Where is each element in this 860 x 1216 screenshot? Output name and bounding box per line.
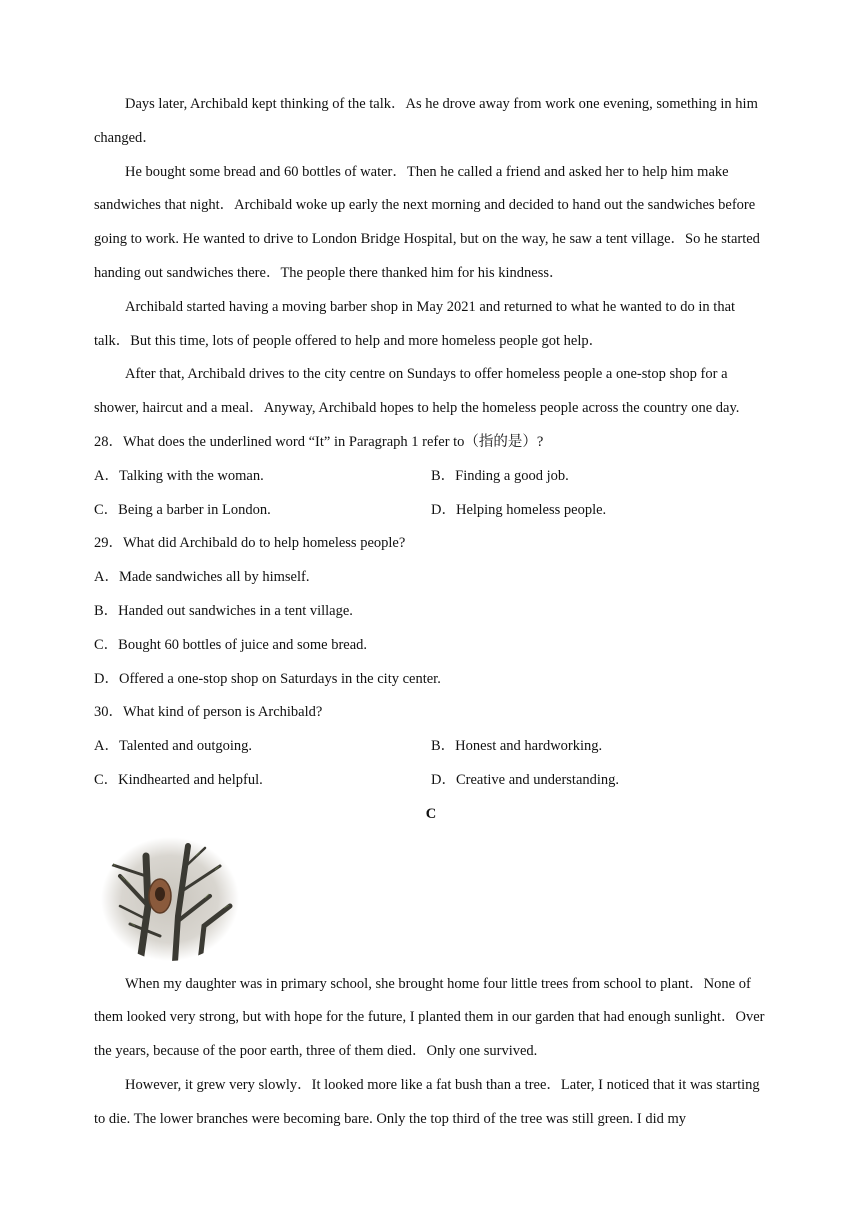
- question-30: [94, 696, 768, 797]
- option-b: B．Finding a good job.: [431, 467, 569, 484]
- option-row: [94, 764, 768, 798]
- option-a: A．Made sandwiches all by himself.: [94, 569, 310, 586]
- document-page: [94, 88, 768, 1137]
- option-c: C．Bought 60 bottles of juice and some bread.: [94, 636, 368, 653]
- question-stem: 30．What kind of person is Archibald?: [94, 704, 323, 721]
- passage-paragraph: When my daughter was in primary school, she brought home four little trees from school to plant．None of them looked very strong, but with hope for the future, I planted them in our garden that had enough sunlight．Over the years, because of the poor earth, three of them died．Only one survived.: [94, 975, 765, 1060]
- option-b: B．Handed out sandwiches in a tent village.: [94, 602, 353, 619]
- option-c: C．Being a barber in London.: [94, 501, 271, 518]
- question-stem: 29．What did Archibald do to help homeless people?: [94, 535, 406, 552]
- option-d: D．Helping homeless people.: [431, 501, 607, 518]
- tree-with-nest-photo: [100, 836, 240, 962]
- option-b: B．Honest and hardworking.: [431, 738, 603, 755]
- option-d: D．Creative and understanding.: [431, 771, 620, 788]
- passage-paragraph: However, it grew very slowly．It looked more like a fat bush than a tree．Later, I noticed that it was starting to die. The lower branches were becoming bare. Only the top third of the tree was still green. I did my: [94, 1076, 760, 1127]
- option-row: [94, 494, 768, 528]
- question-28: [94, 426, 768, 527]
- option-row: [94, 730, 768, 764]
- option-c: C．Kindhearted and helpful.: [94, 771, 263, 788]
- passage-paragraph: He bought some bread and 60 bottles of water．Then he called a friend and asked her to help him make sandwiches that night．Archibald woke up early the next morning and decided to hand out the sandwiches before going to work. He wanted to drive to London Bridge Hospital, but on the way, he saw a tent village．So he started handing out sandwiches there．The people there thanked him for his kindness．: [94, 163, 760, 281]
- option-row: [94, 460, 768, 494]
- option-a: A．Talking with the woman.: [94, 467, 264, 484]
- passage-paragraph: After that, Archibald drives to the city centre on Sundays to offer homeless people a one-stop shop for a shower, haircut and a meal．Anyway, Archibald hopes to help the homeless people across the country one day.: [94, 366, 740, 417]
- option-a: A．Talented and outgoing.: [94, 738, 253, 755]
- section-heading: C: [425, 805, 437, 822]
- question-stem: 28．What does the underlined word “It” in Paragraph 1 refer to（指的是）?: [94, 433, 544, 450]
- question-29: [94, 527, 768, 696]
- option-d: D．Offered a one-stop shop on Saturdays in the city center.: [94, 670, 441, 687]
- passage-paragraph: Archibald started having a moving barber shop in May 2021 and returned to what he wanted to do in that talk．But this time, lots of people offered to help and more homeless people got help．: [94, 298, 736, 349]
- passage-c: [94, 968, 768, 1137]
- passage-paragraph: Days later, Archibald kept thinking of the talk．As he drove away from work one evening, something in him changed．: [94, 96, 758, 146]
- tree-nest-illustration: [100, 836, 240, 962]
